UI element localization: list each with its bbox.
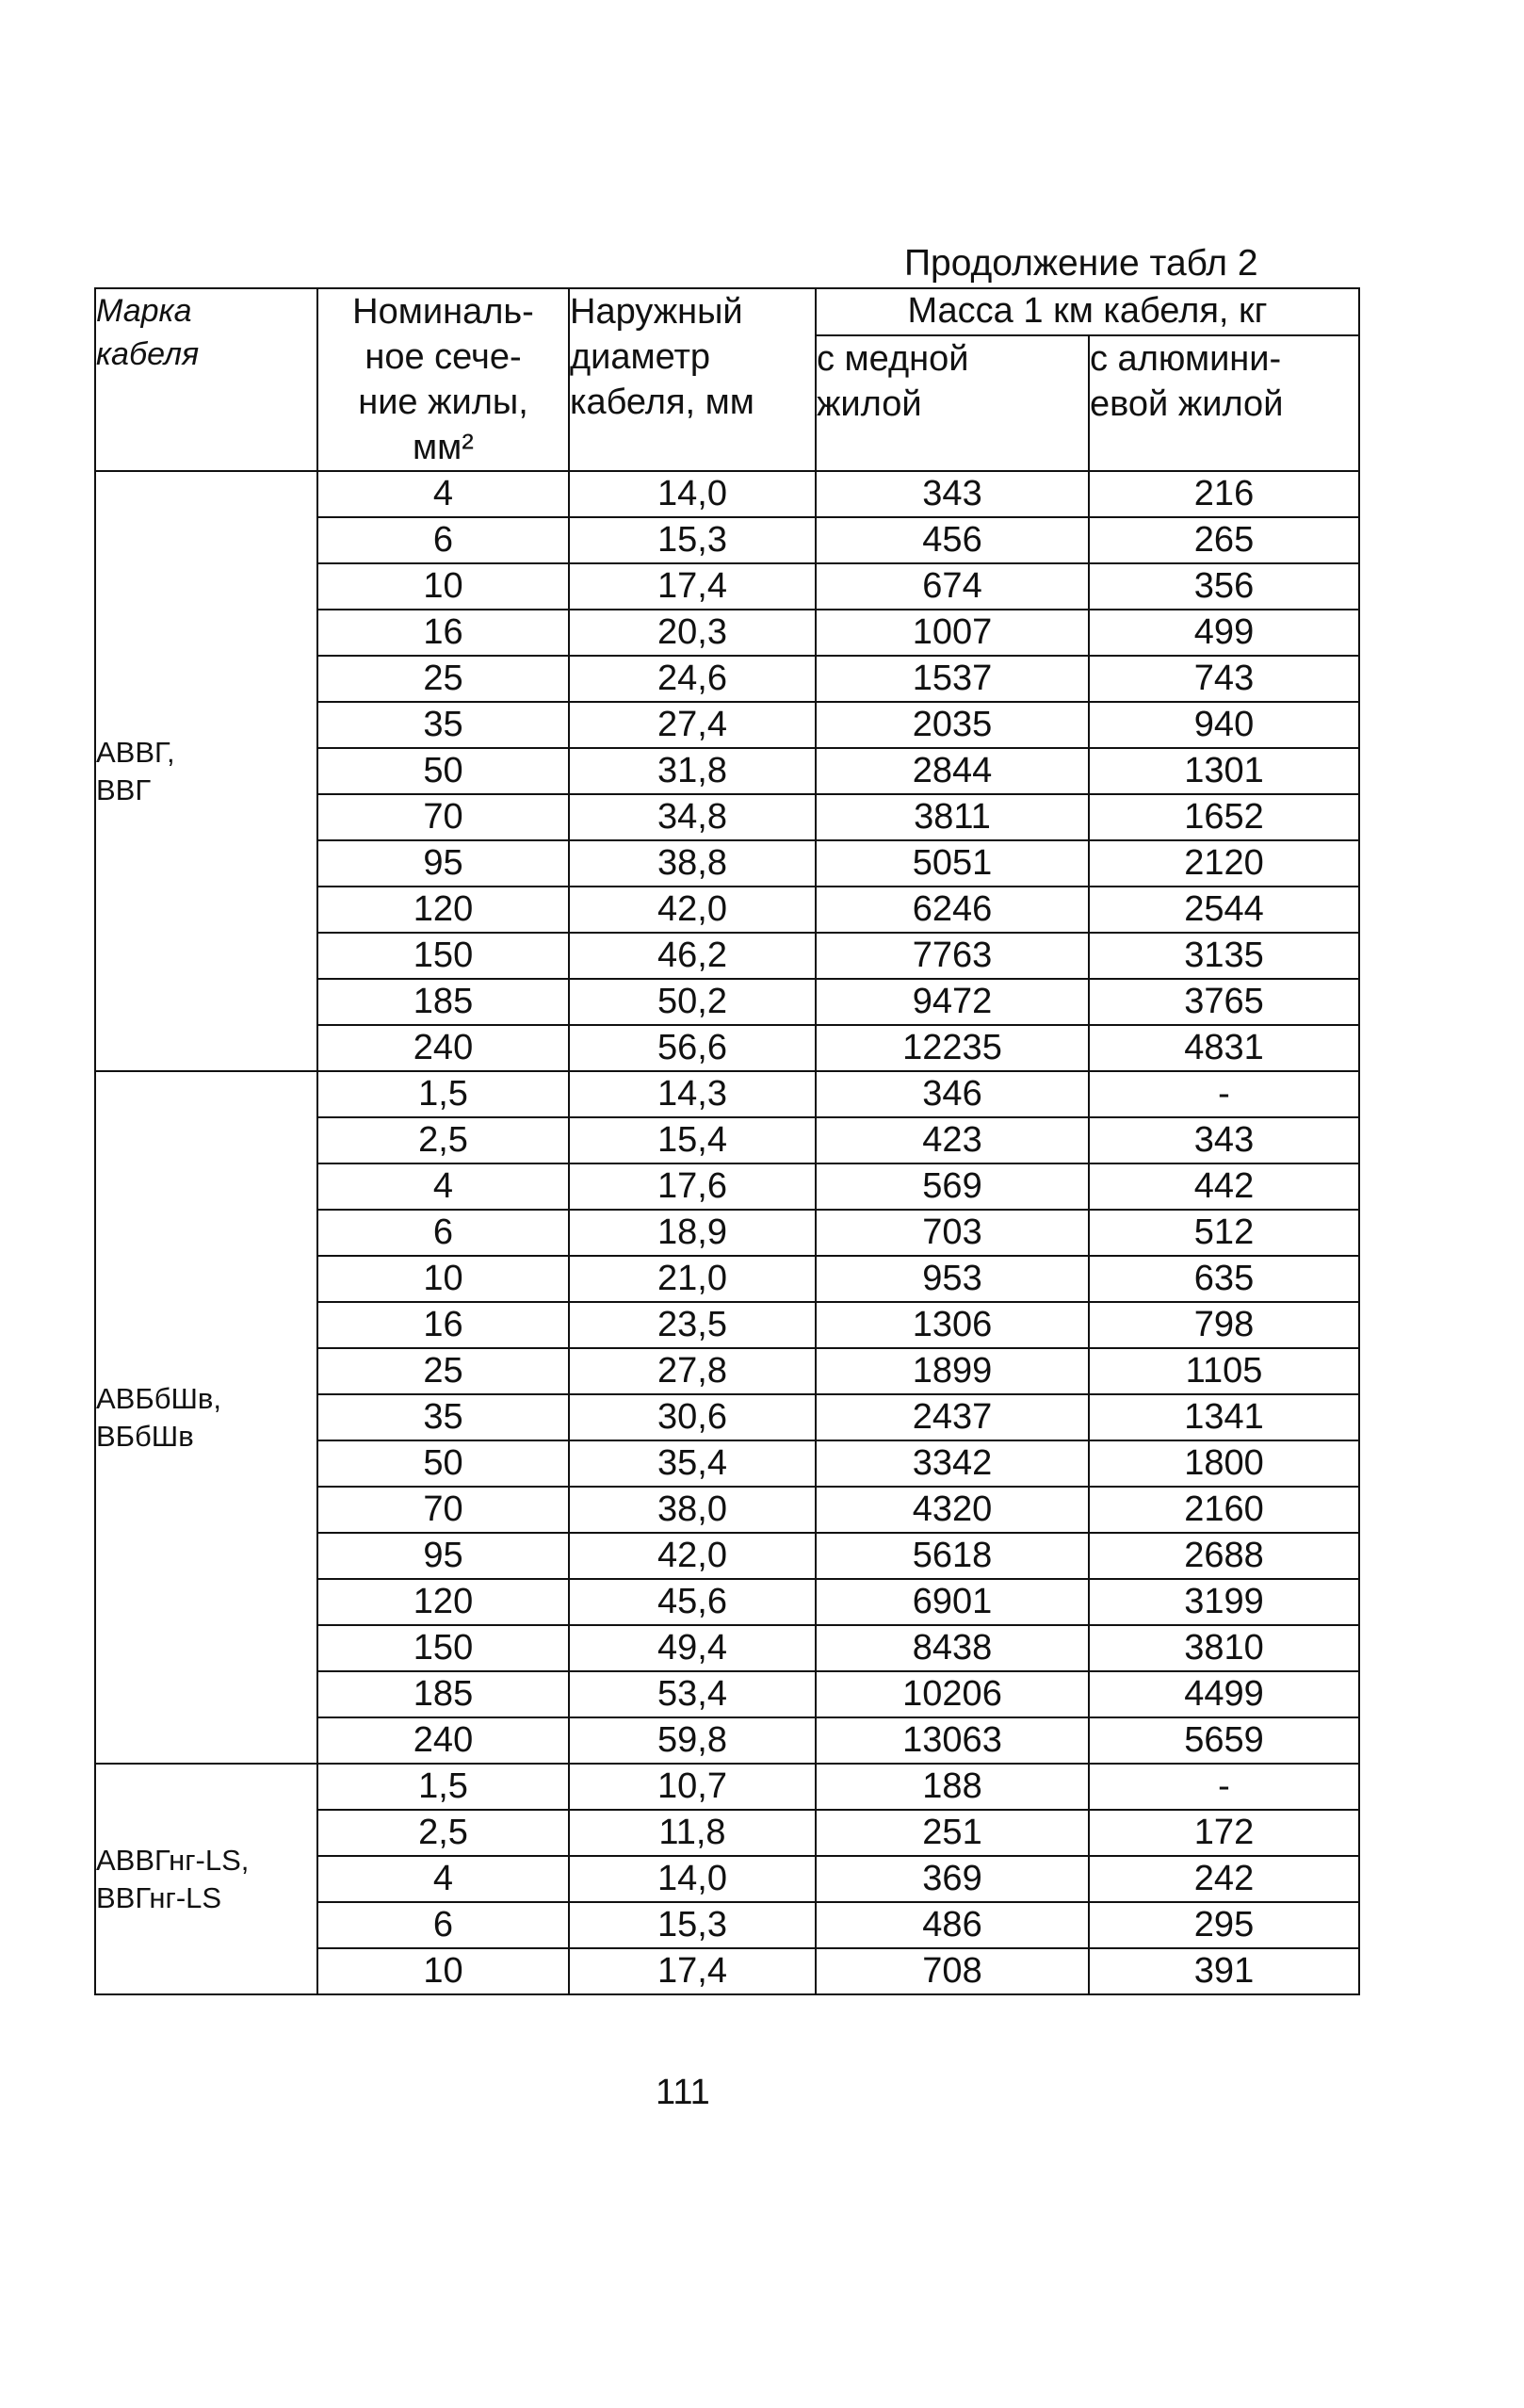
aluminium-mass-cell: 1105 [1089, 1348, 1359, 1394]
aluminium-mass-cell: 4831 [1089, 1025, 1359, 1071]
copper-mass-cell: 2844 [816, 748, 1089, 794]
section-cell: 10 [317, 1948, 569, 1994]
section-cell: 120 [317, 887, 569, 933]
diameter-cell: 15,3 [569, 517, 816, 563]
diameter-cell: 15,4 [569, 1117, 816, 1163]
header-diameter-line: диаметр [570, 337, 711, 377]
cable-brand-line: АВВГ, [96, 735, 175, 769]
header-copper [816, 335, 1089, 471]
diameter-cell: 45,6 [569, 1579, 816, 1625]
aluminium-mass-cell: 3135 [1089, 933, 1359, 979]
header-brand-line: Марка [96, 293, 192, 329]
aluminium-mass-cell: 3765 [1089, 979, 1359, 1025]
copper-mass-cell: 7763 [816, 933, 1089, 979]
aluminium-mass-cell: 356 [1089, 563, 1359, 610]
section-cell: 2,5 [317, 1810, 569, 1856]
diameter-cell: 23,5 [569, 1302, 816, 1348]
table-header [95, 288, 1359, 471]
page-number: 111 [656, 2073, 710, 2112]
header-section [317, 288, 569, 471]
copper-mass-cell: 346 [816, 1071, 1089, 1117]
aluminium-mass-cell: 5659 [1089, 1717, 1359, 1764]
copper-mass-cell: 5051 [816, 840, 1089, 887]
cable-brand-cell [95, 471, 317, 1071]
header-copper-line: жилой [817, 384, 922, 425]
section-cell: 50 [317, 748, 569, 794]
aluminium-mass-cell: 295 [1089, 1902, 1359, 1948]
copper-mass-cell: 8438 [816, 1625, 1089, 1671]
section-cell: 25 [317, 1348, 569, 1394]
section-cell: 150 [317, 1625, 569, 1671]
diameter-cell: 15,3 [569, 1902, 816, 1948]
copper-mass-cell: 569 [816, 1163, 1089, 1210]
aluminium-mass-cell: 3199 [1089, 1579, 1359, 1625]
copper-mass-cell: 6901 [816, 1579, 1089, 1625]
aluminium-mass-cell: 391 [1089, 1948, 1359, 1994]
section-cell: 25 [317, 656, 569, 702]
diameter-cell: 17,4 [569, 563, 816, 610]
aluminium-mass-cell: - [1089, 1764, 1359, 1810]
diameter-cell: 20,3 [569, 610, 816, 656]
copper-mass-cell: 343 [816, 471, 1089, 517]
aluminium-mass-cell: 442 [1089, 1163, 1359, 1210]
aluminium-mass-cell: 3810 [1089, 1625, 1359, 1671]
aluminium-mass-cell: 2120 [1089, 840, 1359, 887]
diameter-cell: 42,0 [569, 887, 816, 933]
section-cell: 10 [317, 563, 569, 610]
section-cell: 95 [317, 840, 569, 887]
section-cell: 2,5 [317, 1117, 569, 1163]
section-cell: 95 [317, 1533, 569, 1579]
diameter-cell: 11,8 [569, 1810, 816, 1856]
cable-brand-line: ВВГнг-LS [96, 1880, 222, 1914]
diameter-cell: 35,4 [569, 1440, 816, 1487]
copper-mass-cell: 1537 [816, 656, 1089, 702]
section-cell: 35 [317, 1394, 569, 1440]
section-cell: 240 [317, 1025, 569, 1071]
copper-mass-cell: 6246 [816, 887, 1089, 933]
section-cell: 70 [317, 794, 569, 840]
aluminium-mass-cell: 635 [1089, 1256, 1359, 1302]
section-cell: 185 [317, 1671, 569, 1717]
copper-mass-cell: 12235 [816, 1025, 1089, 1071]
diameter-cell: 27,8 [569, 1348, 816, 1394]
cable-brand-cell [95, 1071, 317, 1764]
header-brand [95, 288, 317, 471]
diameter-cell: 27,4 [569, 702, 816, 748]
copper-mass-cell: 369 [816, 1856, 1089, 1902]
section-cell: 1,5 [317, 1071, 569, 1117]
section-cell: 35 [317, 702, 569, 748]
copper-mass-cell: 953 [816, 1256, 1089, 1302]
header-section-line: мм² [413, 428, 474, 467]
header-aluminium-line: с алюмини- [1090, 339, 1282, 380]
diameter-cell: 59,8 [569, 1717, 816, 1764]
table-row [95, 1764, 1359, 1810]
section-cell: 4 [317, 1163, 569, 1210]
copper-mass-cell: 251 [816, 1810, 1089, 1856]
aluminium-mass-cell: 242 [1089, 1856, 1359, 1902]
cable-mass-table [94, 287, 1360, 1995]
aluminium-mass-cell: 1652 [1089, 794, 1359, 840]
header-section-line: Номиналь- [352, 292, 534, 332]
header-section-line: ние жилы, [358, 382, 528, 422]
copper-mass-cell: 456 [816, 517, 1089, 563]
copper-mass-cell: 1899 [816, 1348, 1089, 1394]
copper-mass-cell: 2437 [816, 1394, 1089, 1440]
header-aluminium-line: евой жилой [1090, 384, 1284, 425]
copper-mass-cell: 1007 [816, 610, 1089, 656]
cable-brand-line: ВБбШв [96, 1419, 194, 1453]
section-cell: 6 [317, 1902, 569, 1948]
aluminium-mass-cell: 743 [1089, 656, 1359, 702]
diameter-cell: 53,4 [569, 1671, 816, 1717]
aluminium-mass-cell: 1800 [1089, 1440, 1359, 1487]
diameter-cell: 14,0 [569, 471, 816, 517]
section-cell: 4 [317, 471, 569, 517]
diameter-cell: 18,9 [569, 1210, 816, 1256]
diameter-cell: 38,8 [569, 840, 816, 887]
copper-mass-cell: 3342 [816, 1440, 1089, 1487]
section-cell: 150 [317, 933, 569, 979]
header-diameter-line: Наружный [570, 292, 743, 332]
header-mass: Масса 1 км кабеля, кг [816, 288, 1359, 335]
aluminium-mass-cell: 4499 [1089, 1671, 1359, 1717]
section-cell: 70 [317, 1487, 569, 1533]
diameter-cell: 49,4 [569, 1625, 816, 1671]
section-cell: 120 [317, 1579, 569, 1625]
aluminium-mass-cell: 1301 [1089, 748, 1359, 794]
section-cell: 4 [317, 1856, 569, 1902]
copper-mass-cell: 3811 [816, 794, 1089, 840]
header-diameter [569, 288, 816, 471]
cable-brand-line: ВВГ [96, 773, 152, 806]
copper-mass-cell: 10206 [816, 1671, 1089, 1717]
diameter-cell: 31,8 [569, 748, 816, 794]
header-brand-line: кабеля [96, 336, 200, 372]
copper-mass-cell: 4320 [816, 1487, 1089, 1533]
aluminium-mass-cell: 512 [1089, 1210, 1359, 1256]
section-cell: 1,5 [317, 1764, 569, 1810]
table-row [95, 1071, 1359, 1117]
aluminium-mass-cell: 265 [1089, 517, 1359, 563]
cable-brand-cell [95, 1764, 317, 1994]
diameter-cell: 21,0 [569, 1256, 816, 1302]
diameter-cell: 50,2 [569, 979, 816, 1025]
aluminium-mass-cell: 1341 [1089, 1394, 1359, 1440]
section-cell: 240 [317, 1717, 569, 1764]
diameter-cell: 46,2 [569, 933, 816, 979]
diameter-cell: 17,6 [569, 1163, 816, 1210]
copper-mass-cell: 2035 [816, 702, 1089, 748]
header-aluminium [1089, 335, 1359, 471]
copper-mass-cell: 188 [816, 1764, 1089, 1810]
aluminium-mass-cell: - [1089, 1071, 1359, 1117]
section-cell: 6 [317, 517, 569, 563]
aluminium-mass-cell: 2688 [1089, 1533, 1359, 1579]
aluminium-mass-cell: 172 [1089, 1810, 1359, 1856]
header-copper-line: с медной [817, 339, 969, 380]
copper-mass-cell: 708 [816, 1948, 1089, 1994]
section-cell: 16 [317, 610, 569, 656]
copper-mass-cell: 423 [816, 1117, 1089, 1163]
diameter-cell: 10,7 [569, 1764, 816, 1810]
aluminium-mass-cell: 940 [1089, 702, 1359, 748]
diameter-cell: 42,0 [569, 1533, 816, 1579]
diameter-cell: 34,8 [569, 794, 816, 840]
section-cell: 10 [317, 1256, 569, 1302]
diameter-cell: 14,3 [569, 1071, 816, 1117]
diameter-cell: 17,4 [569, 1948, 816, 1994]
aluminium-mass-cell: 798 [1089, 1302, 1359, 1348]
copper-mass-cell: 5618 [816, 1533, 1089, 1579]
aluminium-mass-cell: 499 [1089, 610, 1359, 656]
copper-mass-cell: 9472 [816, 979, 1089, 1025]
diameter-cell: 24,6 [569, 656, 816, 702]
aluminium-mass-cell: 2160 [1089, 1487, 1359, 1533]
diameter-cell: 56,6 [569, 1025, 816, 1071]
header-diameter-line: кабеля, мм [570, 382, 754, 422]
cable-brand-line: АВВГнг-LS, [96, 1843, 250, 1877]
copper-mass-cell: 13063 [816, 1717, 1089, 1764]
header-section-line: ное сече- [365, 337, 522, 377]
section-cell: 6 [317, 1210, 569, 1256]
section-cell: 50 [317, 1440, 569, 1487]
table-row [95, 471, 1359, 517]
copper-mass-cell: 1306 [816, 1302, 1089, 1348]
diameter-cell: 38,0 [569, 1487, 816, 1533]
copper-mass-cell: 703 [816, 1210, 1089, 1256]
aluminium-mass-cell: 2544 [1089, 887, 1359, 933]
copper-mass-cell: 486 [816, 1902, 1089, 1948]
diameter-cell: 14,0 [569, 1856, 816, 1902]
table-caption: Продолжение табл 2 [904, 243, 1258, 284]
section-cell: 185 [317, 979, 569, 1025]
section-cell: 16 [317, 1302, 569, 1348]
copper-mass-cell: 674 [816, 563, 1089, 610]
cable-brand-line: АВБбШв, [96, 1381, 221, 1415]
diameter-cell: 30,6 [569, 1394, 816, 1440]
table-body [95, 471, 1359, 1994]
aluminium-mass-cell: 343 [1089, 1117, 1359, 1163]
aluminium-mass-cell: 216 [1089, 471, 1359, 517]
